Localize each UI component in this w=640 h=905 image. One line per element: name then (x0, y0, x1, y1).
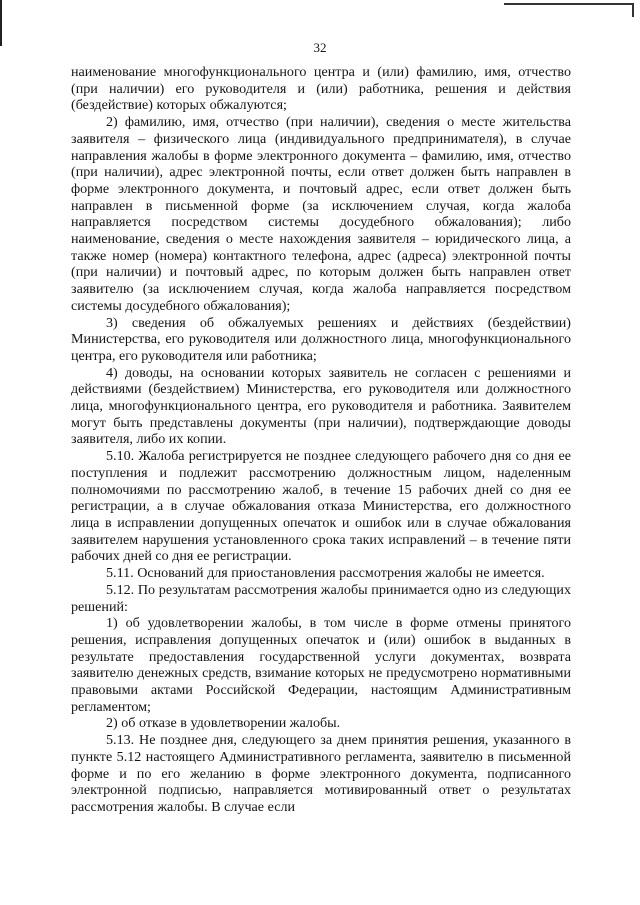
paragraph-5-12-item-1: 1) об удовлетворении жалобы, в том числе в форме отмены принятого решения, исправления допущенных опечаток и (или) ошибок в выданных в результате предоставления государственной услуги документах, возврата заявителю денежных средств, взимание которых не предусмотрено нормативными правовыми актами Российской Федерации, настоящим Административным регламентом; (71, 615, 571, 715)
scan-corner-mark (504, 3, 634, 5)
paragraph-5-11: 5.11. Оснований для приостановления рассмотрения жалобы не имеется. (106, 565, 545, 582)
paragraph-5-10: 5.10. Жалоба регистрируется не позднее следующего рабочего дня со дня ее поступления и подлежит рассмотрению должностным лицом, наделенным полномочиями по рассмотрению жалоб, в течение 15 рабочих дней со дня ее регистрации, а в случае обжалования отказа Министерства, его должностного лица в исправлении допущенных опечаток и ошибок или в случае обжалования заявителем нарушения установленного срока таких исправлений – в течение пяти рабочих дней со дня ее регистрации. (71, 448, 571, 565)
scan-corner-mark-vertical (632, 3, 634, 17)
document-body (71, 64, 571, 816)
paragraph-5-12-item-2: 2) об отказе в удовлетворении жалобы. (106, 715, 341, 732)
paragraph-item-3: 3) сведения об обжалуемых решениях и действиях (бездействии) Министерства, его руководителя или должностного лица, многофункционального центра, его руководителя или работника; (71, 314, 571, 364)
paragraph-item-4: 4) доводы, на основании которых заявитель не согласен с решениями и действиями (бездействием) Министерства, его руководителя или должностного лица, многофункционального центра, его руководителя и работника. Заявителем могут быть представлены документы (при наличии), подтверждающие доводы заявителя, либо их копии. (71, 364, 571, 448)
paragraph-5-13: 5.13. Не позднее дня, следующего за днем принятия решения, указанного в пункте 5.12 настоящего Административного регламента, заявителю в письменной форме и по его желанию в форме электронного документа, подписанного электронной подписью, направляется мотивированный ответ о результатах рассмотрения жалобы. В случае если (71, 732, 571, 815)
paragraph-item-2: 2) фамилию, имя, отчество (при наличии), сведения о месте жительства заявителя – физического лица (индивидуального предпринимателя), в случае направления жалобы в форме электронного документа – фамилию, имя, отчество (при наличии), адрес электронной почты, если ответ должен быть направлен в форме электронного документа, и почтовый адрес, если ответ должен быть направлен в письменной форме (за исключением случая, когда жалоба направляется посредством системы досудебного обжалования); либо наименование, сведения о месте нахождения заявителя – юридического лица, а также номер (номера) контактного телефона, адрес (адреса) электронной почты (при наличии) и почтовый адрес, по которым должен быть направлен ответ заявителю (за исключением случая, когда жалоба направляется посредством системы досудебного обжалования); (71, 114, 571, 314)
paragraph-org-name: наименование многофункционального центра и (или) фамилию, имя, отчество (при наличии) его руководителя и (или) работника, решения и действия (бездействие) которых обжалуются; (71, 64, 571, 114)
page-number: 32 (313, 40, 327, 55)
paragraph-5-12: 5.12. По результатам рассмотрения жалобы принимается одно из следующих решений: (71, 581, 571, 615)
